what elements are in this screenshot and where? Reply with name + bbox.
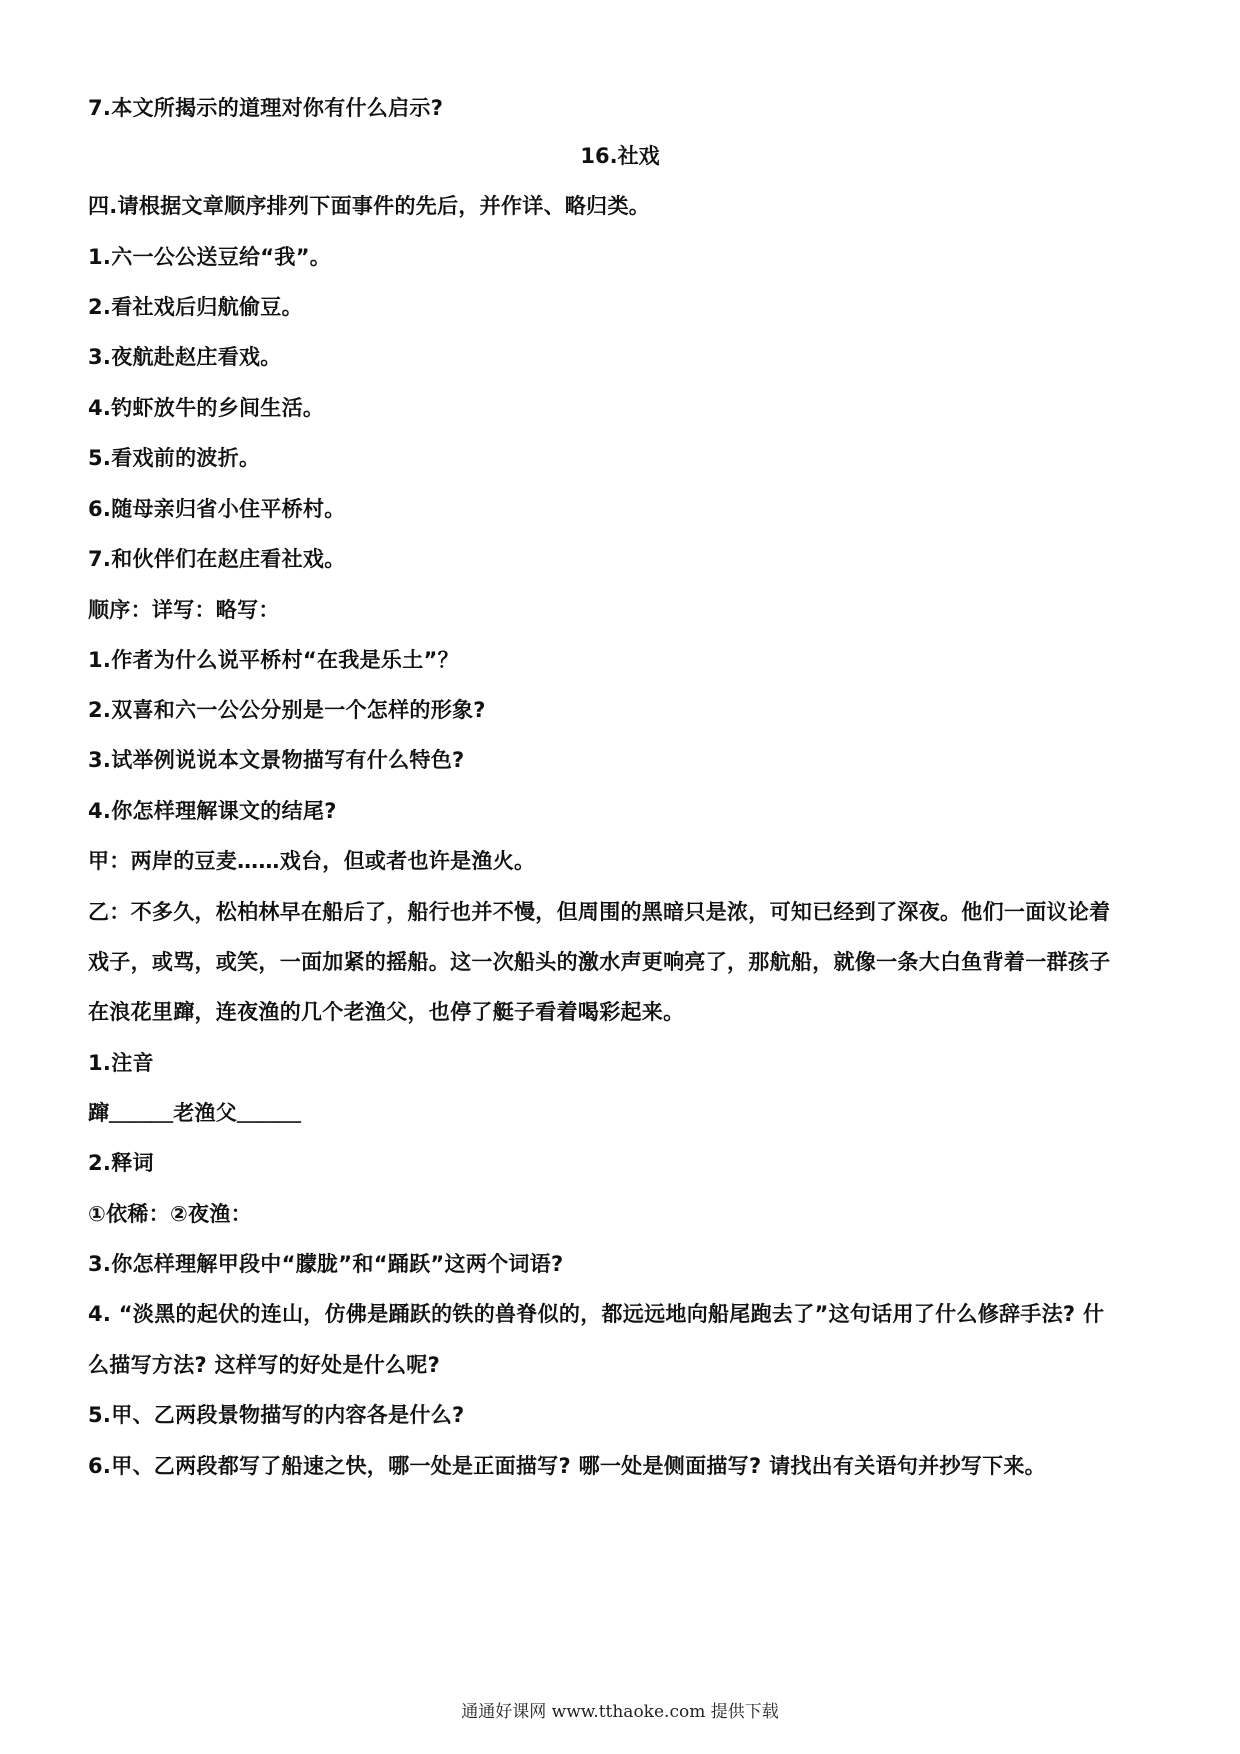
sub-question: 5.甲、乙两段景物描写的内容各是什么? [88, 1403, 465, 1427]
passage-yi-line: 戏子，或骂，或笑，一面加紧的摇船。这一次船头的激水声更响亮了，那航船，就像一条大白鱼背着一群孩子 [88, 950, 1111, 974]
section-title: 16.社戏 [580, 144, 660, 168]
question-item: 4.你怎样理解课文的结尾? [88, 799, 337, 823]
sub-question: 4. “淡黑的起伏的连山，仿佛是踊跃的铁的兽脊似的，都远远地向船尾跑去了”这句话用了什么修辞手法? 什 [88, 1302, 1105, 1326]
passage-yi-line: 在浪花里蹿，连夜渔的几个老渔父，也停了艇子看着喝彩起来。 [88, 1000, 685, 1024]
event-item: 6.随母亲归省小住平桥村。 [88, 497, 346, 521]
sub-question: 2.释词 [88, 1151, 154, 1175]
event-item: 4.钓虾放牛的乡间生活。 [88, 396, 325, 420]
sub-question: 1.注音 [88, 1051, 154, 1075]
event-item: 3.夜航赴赵庄看戏。 [88, 345, 282, 369]
event-item: 7.和伙伴们在赵庄看社戏。 [88, 547, 346, 571]
part-four-heading: 四.请根据文章顺序排列下面事件的先后，并作详、略归类。 [88, 194, 651, 218]
sub-question: 么描写方法? 这样写的好处是什么呢? [88, 1353, 441, 1377]
question-item: 3.试举例说说本文景物描写有什么特色? [88, 748, 465, 772]
sub-question: ①依稀：②夜渔： [88, 1202, 252, 1226]
sub-question: 蹿＿＿＿老渔父＿＿＿ [88, 1101, 301, 1125]
question-item: 2.双喜和六一公公分别是一个怎样的形象? [88, 698, 486, 722]
event-item: 1.六一公公送豆给“我”。 [88, 245, 332, 269]
page-footer: 通通好课网 www.tthaoke.com 提供下载 [461, 1702, 779, 1722]
passage-yi-line: 乙：不多久，松柏林早在船后了，船行也并不慢，但周围的黑暗只是浓，可知已经到了深夜。他们一面议论着 [88, 900, 1111, 924]
sub-question: 3.你怎样理解甲段中“朦胧”和“踊跃”这两个词语? [88, 1252, 564, 1276]
previous-question: 7.本文所揭示的道理对你有什么启示? [88, 96, 444, 120]
passage-jia: 甲：两岸的豆麦……戏台，但或者也许是渔火。 [88, 849, 536, 873]
event-item: 2.看社戏后归航偷豆。 [88, 295, 303, 319]
sub-question: 6.甲、乙两段都写了船速之快，哪一处是正面描写? 哪一处是侧面描写? 请找出有关语句并抄写下来。 [88, 1454, 1046, 1478]
event-item: 5.看戏前的波折。 [88, 446, 261, 470]
question-item: 1.作者为什么说平桥村“在我是乐土”？ [88, 648, 459, 672]
order-line: 顺序：详写：略写： [88, 598, 280, 622]
